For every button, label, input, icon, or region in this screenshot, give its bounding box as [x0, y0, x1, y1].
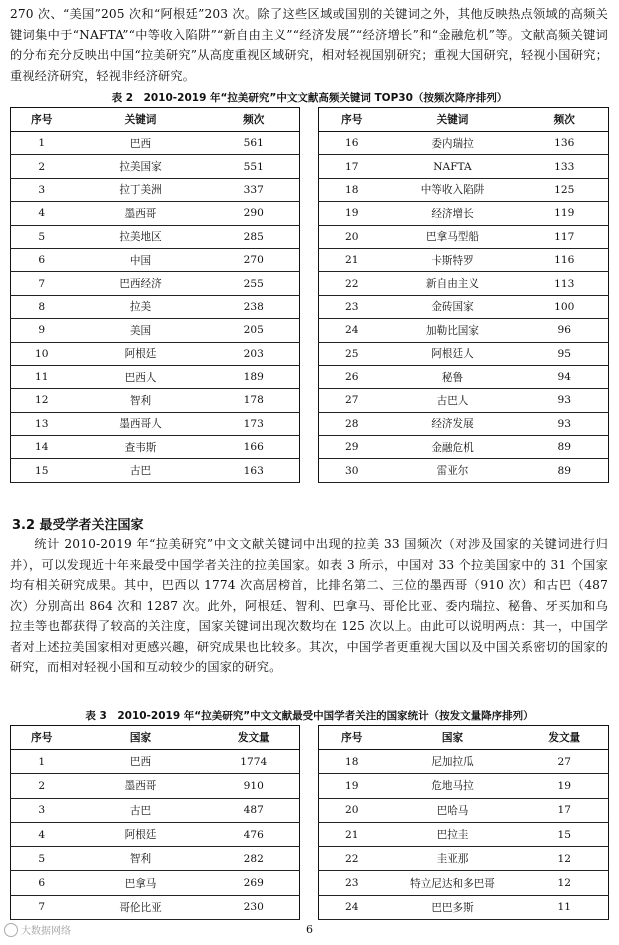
table3-header-rank: 序号: [11, 726, 73, 750]
table-row: [11, 178, 300, 201]
table-row: [11, 412, 300, 435]
cell-rank: 4: [11, 822, 73, 846]
paragraph-keywords-summary: 270 次、“美国”205 次和“阿根廷”203 次。除了这些区域或国别的关键词之外，其他反映热点领域的高频关键词集中于“NAFTA”“中等收入陷阱”“新自由主义”“经济发展”“经济增长”和“金融危机”等。文献高频关键词的分布充分反映出中国“拉美研究”从高度重视区域研究，相对轻视国别研究；重视大国研究，轻视小国研究；重视经济研究，轻视非经济研究。: [10, 7, 608, 83]
cell-value: 94: [521, 365, 609, 388]
cell-value: 133: [521, 155, 609, 178]
cell-name: 拉美: [73, 295, 209, 318]
cell-value: 255: [209, 272, 300, 295]
cell-value: 17: [521, 798, 609, 822]
cell-name: 阿根廷: [73, 822, 209, 846]
cell-rank: 24: [319, 895, 385, 919]
cell-value: 89: [521, 436, 609, 459]
cell-value: 93: [521, 389, 609, 412]
table-row: [11, 871, 300, 895]
table-row: [319, 436, 609, 459]
cell-rank: 29: [319, 436, 385, 459]
cell-rank: 30: [319, 459, 385, 482]
table-row: [11, 132, 300, 155]
cell-name: 巴西经济: [73, 272, 209, 295]
cell-name: 美国: [73, 319, 209, 342]
paragraph-country-attention: [10, 534, 608, 678]
table-row: [319, 871, 609, 895]
cell-rank: 28: [319, 412, 385, 435]
table-row: [11, 774, 300, 798]
cell-name: 古巴人: [385, 389, 521, 412]
table2-caption: 表 2 2010-2019 年“拉美研究”中文文献高频关键词 TOP30（按频次降序排列）: [111, 92, 508, 104]
cell-name: 圭亚那: [385, 847, 521, 871]
cell-rank: 20: [319, 225, 385, 248]
cell-rank: 18: [319, 750, 385, 774]
cell-name: 特立尼达和多巴哥: [385, 871, 521, 895]
cell-name: 墨西哥: [73, 202, 209, 225]
table-row: [319, 459, 609, 482]
cell-name: NAFTA: [385, 155, 521, 178]
table3-caption: 表 3 2010-2019 年“拉美研究”中文文献最受中国学者关注的国家统计（按发文量降序排列）: [85, 710, 534, 722]
table-row: [11, 272, 300, 295]
cell-rank: 1: [11, 132, 73, 155]
cell-rank: 16: [319, 132, 385, 155]
cell-name: 加勒比国家: [385, 319, 521, 342]
cell-rank: 2: [11, 155, 73, 178]
cell-value: 12: [521, 847, 609, 871]
cell-rank: 18: [319, 178, 385, 201]
cell-name: 经济发展: [385, 412, 521, 435]
cell-name: 古巴: [73, 459, 209, 482]
cell-value: 551: [209, 155, 300, 178]
cell-value: 136: [521, 132, 609, 155]
table3-header-rank-2: 序号: [319, 726, 385, 750]
table2-header-rank-2: 序号: [319, 108, 385, 132]
cell-value: 487: [209, 798, 300, 822]
table-row: [319, 295, 609, 318]
table-row: [11, 895, 300, 919]
table-row: [319, 774, 609, 798]
cell-name: 巴巴多斯: [385, 895, 521, 919]
table3-right: [318, 725, 609, 920]
table-row: [11, 295, 300, 318]
cell-rank: 9: [11, 319, 73, 342]
table2-right: [318, 107, 609, 483]
cell-value: 561: [209, 132, 300, 155]
cell-rank: 5: [11, 225, 73, 248]
table-row: [319, 342, 609, 365]
cell-rank: 13: [11, 412, 73, 435]
cell-value: 282: [209, 847, 300, 871]
table-row: [11, 847, 300, 871]
section-heading: 3.2 最受学者关注国家: [12, 518, 144, 533]
cell-value: 285: [209, 225, 300, 248]
cell-name: 卡斯特罗: [385, 248, 521, 271]
cell-value: 270: [209, 248, 300, 271]
cell-rank: 12: [11, 389, 73, 412]
table-row: [11, 365, 300, 388]
cell-value: 15: [521, 822, 609, 846]
cell-name: 智利: [73, 847, 209, 871]
cell-name: 危地马拉: [385, 774, 521, 798]
table-row: [11, 248, 300, 271]
cell-rank: 3: [11, 798, 73, 822]
table3-header-count-2: 发文量: [521, 726, 609, 750]
cell-name: 巴西: [73, 750, 209, 774]
cell-rank: 22: [319, 847, 385, 871]
cell-rank: 23: [319, 295, 385, 318]
cell-value: 178: [209, 389, 300, 412]
cell-name: 雷亚尔: [385, 459, 521, 482]
table2-left: [10, 107, 300, 483]
cell-value: 117: [521, 225, 609, 248]
cell-name: 金砖国家: [385, 295, 521, 318]
table2-header-frequency-2: 频次: [521, 108, 609, 132]
table-row: [319, 272, 609, 295]
table-row: [11, 319, 300, 342]
cell-rank: 5: [11, 847, 73, 871]
cell-value: 27: [521, 750, 609, 774]
cell-value: 19: [521, 774, 609, 798]
table-row: [319, 225, 609, 248]
table-row: [319, 132, 609, 155]
cell-name: 拉美地区: [73, 225, 209, 248]
cell-rank: 19: [319, 202, 385, 225]
table2-header-keyword-2: 关键词: [385, 108, 521, 132]
page-number: 6: [306, 923, 313, 936]
cell-name: 巴拿马型船: [385, 225, 521, 248]
cell-name: 查韦斯: [73, 436, 209, 459]
cell-rank: 22: [319, 272, 385, 295]
cell-value: 163: [209, 459, 300, 482]
table-row: [319, 319, 609, 342]
cell-rank: 4: [11, 202, 73, 225]
cell-value: 95: [521, 342, 609, 365]
cell-value: 203: [209, 342, 300, 365]
cell-rank: 10: [11, 342, 73, 365]
cell-name: 中国: [73, 248, 209, 271]
cell-rank: 11: [11, 365, 73, 388]
table3-left: [10, 725, 300, 920]
cell-rank: 17: [319, 155, 385, 178]
table-row: [11, 225, 300, 248]
cell-name: 巴西: [73, 132, 209, 155]
table-row: [11, 155, 300, 178]
cell-rank: 21: [319, 822, 385, 846]
table-row: [319, 365, 609, 388]
cell-value: 205: [209, 319, 300, 342]
cell-rank: 6: [11, 248, 73, 271]
paragraph-country-attention-text: 统计 2010-2019 年“拉美研究”中文文献关键词中出现的拉美 33 国频次（对涉及国家的关键词进行归并），可以发现近十年来最受中国学者关注的拉美国家。如表 3 所示，中国对 33 个拉美国家中的 31 个国家均有相关研究成果。其中，巴西以 1774 次高居榜首，比排名第二、三位的墨西哥（910 次）和古巴（487 次）分别高出 864 次和 1287 次。此外，阿根廷、智利、巴拿马、哥伦比亚、委内瑞拉、秘鲁、牙买加和乌拉圭等也都获得了较高的关注度，国家关键词出现次数均在 125 次以上。由此可以说明两点：其一，中国学者对上述拉美国家相对更感兴趣，研究成果也比较多。其次，中国学者更重视大国以及中国关系密切的国家的研究，而相对轻视小国和互动较少的国家的研究。: [10, 537, 608, 674]
table-row: [319, 822, 609, 846]
table2-header-keyword: 关键词: [73, 108, 209, 132]
cell-rank: 20: [319, 798, 385, 822]
cell-rank: 1: [11, 750, 73, 774]
table-row: [319, 178, 609, 201]
table-row: [319, 202, 609, 225]
cell-value: 290: [209, 202, 300, 225]
cell-value: 910: [209, 774, 300, 798]
cell-value: 337: [209, 178, 300, 201]
table-row: [11, 202, 300, 225]
cell-value: 93: [521, 412, 609, 435]
cell-value: 11: [521, 895, 609, 919]
cell-rank: 6: [11, 871, 73, 895]
cell-rank: 21: [319, 248, 385, 271]
table3-header-country-2: 国家: [385, 726, 521, 750]
cell-name: 经济增长: [385, 202, 521, 225]
table-row: [11, 459, 300, 482]
cell-name: 墨西哥人: [73, 412, 209, 435]
table-row: [11, 342, 300, 365]
cell-value: 476: [209, 822, 300, 846]
cell-name: 墨西哥: [73, 774, 209, 798]
cell-value: 125: [521, 178, 609, 201]
cell-name: 智利: [73, 389, 209, 412]
cell-value: 230: [209, 895, 300, 919]
table-row: [319, 895, 609, 919]
cell-value: 89: [521, 459, 609, 482]
cell-value: 166: [209, 436, 300, 459]
cell-name: 阿根廷: [73, 342, 209, 365]
cell-rank: 25: [319, 342, 385, 365]
cell-name: 巴西人: [73, 365, 209, 388]
cell-name: 哥伦比亚: [73, 895, 209, 919]
cell-rank: 19: [319, 774, 385, 798]
cell-name: 巴拉圭: [385, 822, 521, 846]
table-row: [11, 822, 300, 846]
table-row: [319, 750, 609, 774]
cell-name: 金融危机: [385, 436, 521, 459]
cell-rank: 15: [11, 459, 73, 482]
cell-value: 119: [521, 202, 609, 225]
cell-name: 巴拿马: [73, 871, 209, 895]
cell-value: 269: [209, 871, 300, 895]
cell-rank: 23: [319, 871, 385, 895]
table-row: [319, 798, 609, 822]
cell-rank: 7: [11, 895, 73, 919]
cell-value: 113: [521, 272, 609, 295]
table3-header-country: 国家: [73, 726, 209, 750]
table-row: [319, 155, 609, 178]
cell-rank: 3: [11, 178, 73, 201]
cell-rank: 7: [11, 272, 73, 295]
cell-name: 巴哈马: [385, 798, 521, 822]
table-row: [11, 389, 300, 412]
table-row: [319, 847, 609, 871]
table-row: [11, 436, 300, 459]
table2-header-rank: 序号: [11, 108, 73, 132]
table3-header-count: 发文量: [209, 726, 300, 750]
cell-rank: 24: [319, 319, 385, 342]
table-row: [319, 248, 609, 271]
cell-name: 古巴: [73, 798, 209, 822]
table2-header-frequency: 频次: [209, 108, 300, 132]
cell-value: 189: [209, 365, 300, 388]
table-row: [11, 750, 300, 774]
cell-value: 173: [209, 412, 300, 435]
cell-value: 12: [521, 871, 609, 895]
cell-value: 116: [521, 248, 609, 271]
cell-rank: 2: [11, 774, 73, 798]
cell-value: 1774: [209, 750, 300, 774]
cell-name: 尼加拉瓜: [385, 750, 521, 774]
table-row: [319, 412, 609, 435]
cell-name: 拉丁美洲: [73, 178, 209, 201]
watermark-text: 大数据网络: [21, 926, 71, 937]
cell-name: 委内瑞拉: [385, 132, 521, 155]
cell-rank: 27: [319, 389, 385, 412]
cell-rank: 8: [11, 295, 73, 318]
cell-value: 238: [209, 295, 300, 318]
cell-name: 阿根廷人: [385, 342, 521, 365]
table-row: [11, 798, 300, 822]
cell-name: 秘鲁: [385, 365, 521, 388]
cell-value: 96: [521, 319, 609, 342]
cell-name: 中等收入陷阱: [385, 178, 521, 201]
cell-rank: 14: [11, 436, 73, 459]
cell-name: 拉美国家: [73, 155, 209, 178]
cell-name: 新自由主义: [385, 272, 521, 295]
cell-rank: 26: [319, 365, 385, 388]
cell-value: 100: [521, 295, 609, 318]
table-row: [319, 389, 609, 412]
